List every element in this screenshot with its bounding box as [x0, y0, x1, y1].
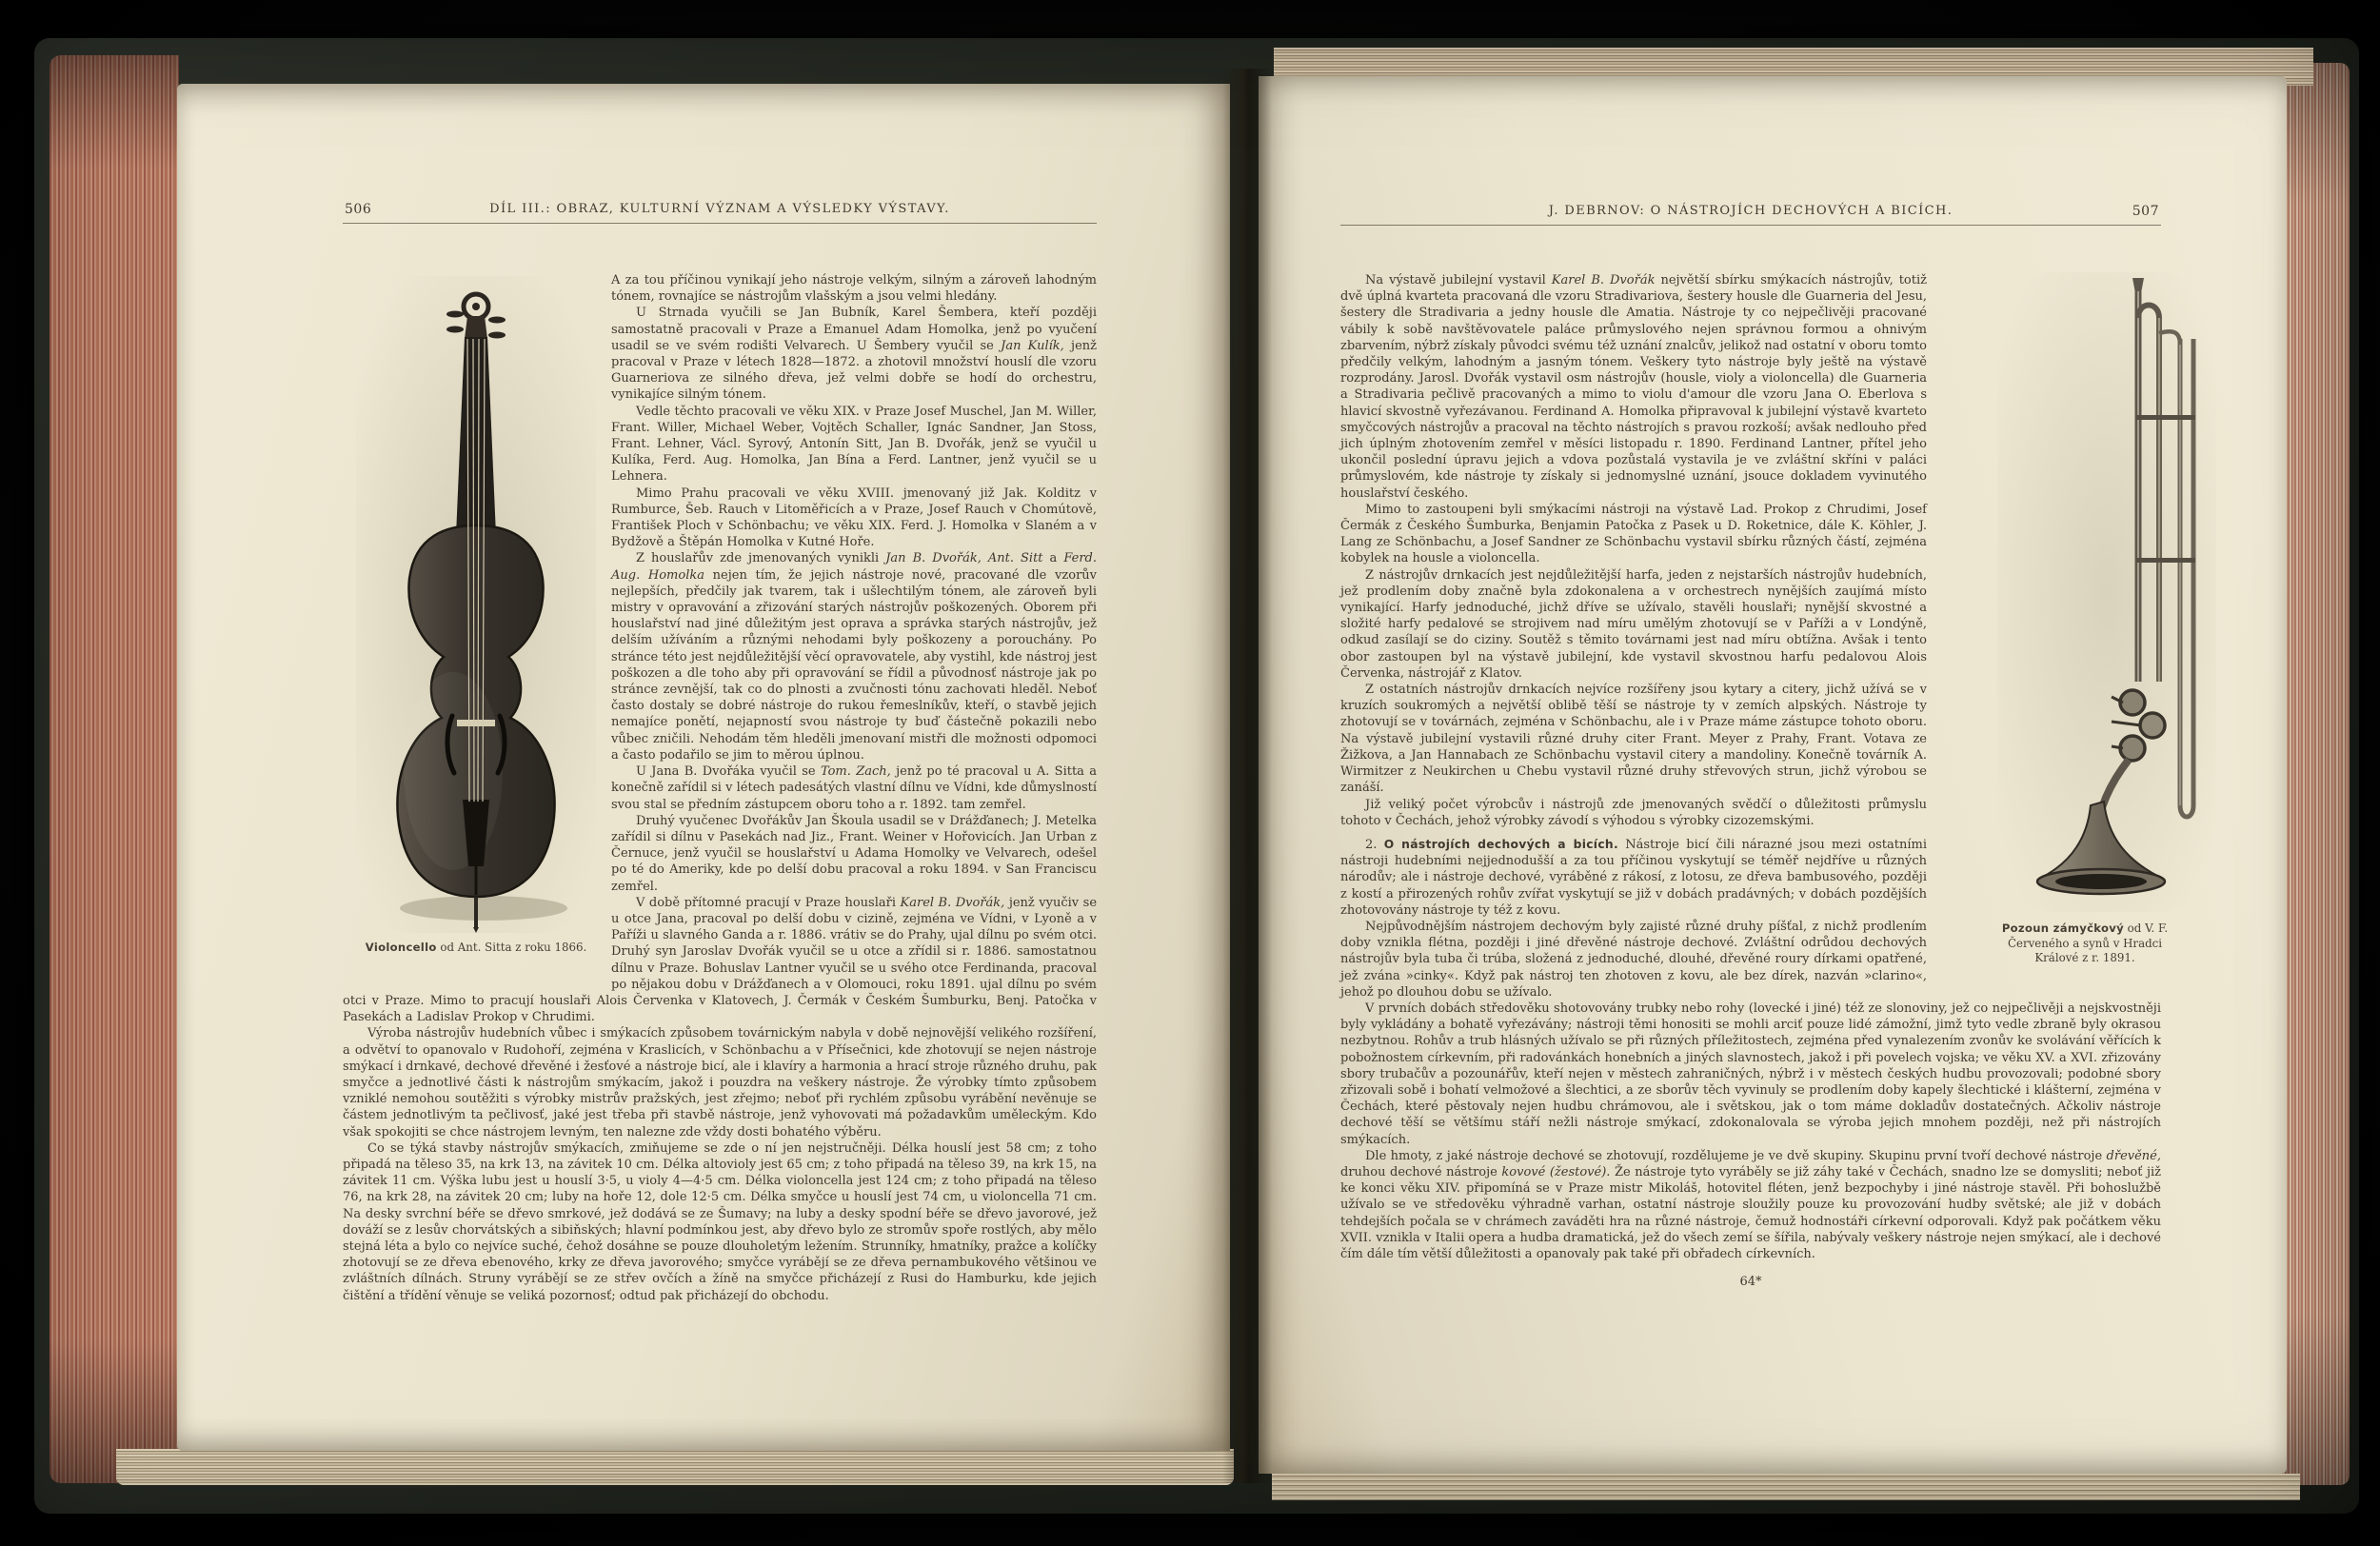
paragraph: Mimo to zastoupeni byli smýkacími nástroji na výstavě Lad. Prokop z Chrudimi, Josef Čermák z Českého Šumburka, Benjamin Patočka z Pasek u D. Roketnice, dále K. Köhler, J. Lang ze Schönbachu, a Josef Sandner ze Schönbachu vystavil sbírku různých částí, zejména kobylek na housle a violoncella. [1340, 502, 1927, 566]
paragraph: A za tou příčinou vynikají jeho nástroje velkým, silným a zároveň lahodným tónem, rovnajíce se nástrojům vlašským a jsou velmi hledány. [611, 273, 1097, 305]
paragraph: U Jana B. Dvořáka vyučil se Tom. Zach, jenž po té pracoval u A. Sitta a konečně zařídil si v létech padesátých vlastní dílnu ve Vídni, kde důmyslností svou stal se předním zástupcem oboru toho a r. 1892. tam zemřel. [611, 764, 1098, 812]
page-edges-bottom-right [1272, 1474, 2300, 1500]
left-page-number: 506 [345, 202, 372, 217]
violoncello-illustration [356, 276, 596, 933]
right-running-head [1340, 204, 2161, 226]
right-page-text [1340, 272, 2169, 1290]
right-page [1259, 76, 2287, 1474]
page-edges-right [2283, 63, 2350, 1485]
left-running-head [343, 202, 1097, 224]
right-page-number: 507 [2132, 204, 2159, 219]
trombone-caption [1942, 922, 2228, 966]
paragraph: Z houslařův zde jmenovaných vynikli Jan B. Dvořák, Ant. Sitt a Ferd. Aug. Homolka nejen tím, že jejich nástroje nové, pracované dle vzorův nejlepších, předčily jak tvarem, tak i ušlechtilým tónem, ale zároveň byli mistry v opravování a zřizování starých nástrojův poškozených. Oborem při houslařství nad jiné důležitým jest oprava a správka starých nástrojův, jež delším užíváním a různými nehodami byly poškozeny a porouchány. Po stránce této jest nejdůležitější věcí opravovatele, aby vystihl, kde nástroj jest poškozen a dle toho aby při opravování se řídil a původnosť nástroje jak po stránce zevnější, tak co do plnosti a zvučnosti tónu zachovati hleděl. Neboť často dostaly se dobré nástroje do rukou řemeslníkův, kteří, o stavbě jejich nemajíce ponětí, nejapností svou nástroje ty buď částečně pokazili nebo vůbec zničili. Nehodám těm hleděli jmenovaní mistři dle možnosti odpomoci a často podařilo se jim to měrou úplnou. [611, 551, 1098, 763]
page-edges-bottom-left [116, 1449, 1234, 1485]
paragraph: Již veliký počet výrobcův i nástrojů zde jmenovaných svědčí o důležitosti průmyslu tohoto v Čechách, jehož výrobky závodí s výhodou s výrobky cizozemskými. [1340, 797, 1927, 828]
page-edges-left [50, 55, 179, 1483]
paragraph: Na výstavě jubilejní vystavil Karel B. Dvořák největší sbírku smýkacích nástrojův, totiž dvě úplná kvarteta pracovaná dle vzoru Stradivariova, šestery housle dle Guarneria del Jesu, šestery dle Stradivaria a jedny housle dle Amatia. Nástroje ty co nejpečlivěji pracované vábily k sobě navštěvovatele paláce průmyslového nejen správnou formou a ohnivým zbarvením, nýbrž získaly původci svému též uznání znalcův, jelikož nad ostatní v oboru tomto předčily velkým, lahodným a jasným tónem. Veškery tyto nástroje byly ještě na výstavě rozprodány. Jarosl. Dvořák vystavil osm nástrojův (housle, violy a violoncella) dle Guarneria a Stradivaria pečlivě pracovaných a mimo to violu d'amour dle vzoru Jana O. Eberlova s hlavicí skvostně vyřezávanou. Ferdinand A. Homolka připravoval k jubilejní výstavě kvarteto smyčcových nástrojův a pracoval na těchto nástrojích s pravou rozkoší; avšak nedlouho před jich úplným zhotovením zemřel v měsíci listopadu r. 1890. Ferdinand Lantner, přítel jeho ukončil poslední úpravu jejich a vdova pozůstalá vystavila je ve zvláštní skříni v paláci průmyslovém, kde nástroje ty získaly si jednomyslné uznání, jsouce dokladem vyvinutého houslařství českého. [1340, 273, 1927, 501]
trombone-illustration [1997, 272, 2216, 912]
paragraph: Druhý vyučenec Dvořákův Jan Škoula usadil se v Drážďanech; J. Metelka zařídil si dílnu v Pasekách nad Jiz., Frant. Weiner v Hořovicích. Jan Urban z Černuce, jenž vyučil se houslařství u Adama Homolky ve Velvarech, odešel po té do Ameriky, kde po delší dobu pracoval a roku 1894. v San Franciscu zemřel. [611, 813, 1097, 894]
paragraph: Vedle těchto pracovali ve věku XIX. v Praze Josef Muschel, Jan M. Willer, Frant. Willer, Michael Weber, Vojtěch Schaller, Ignác Sandner, Jan Stoss, Frant. Lehner, Václ. Syrový, Antonín Sitt, Jan B. Dvořák, jenž se vyučil u Kulíka, Ferd. Aug. Homolka, Jan Bína a Ferd. Lantner, jenž vyučil se u Lehnera. [611, 404, 1097, 485]
left-running-title: DÍL III.: OBRAZ, KULTURNÍ VÝZNAM A VÝSLEDKY VÝSTAVY. [489, 202, 950, 216]
left-page-text [343, 272, 1097, 1304]
paragraph: 2. O nástrojích dechových a bicích. Nástroje bicí čili nárazné jsou mezi ostatními nástroji hudebními nejjednodušší a za tou příčinou vyskytují se téměř nejdříve u různých národův; ale i nástroje dechové, vyráběné z rákosí, z lotosu, ze dřeva bambusového, později z kostí a přirozených rohův zvířat vyskytují se již v dobách pradávných; v dobách pozdějších zhotovovány nástroje ty též z kovu. [1340, 837, 1927, 918]
paragraph: Dle hmoty, z jaké nástroje dechové se zhotovují, rozdělujeme je ve dvě skupiny. Skupinu první tvoří dechové nástroje dřevěné, druhou dechové nástroje kovové (žestové). Že nástroje tyto vyráběly se již záhy také v Čechách, snadno lze se domysliti; neboť již ke konci věku XIV. připomíná se v Praze mistr Mikoláš, hotovitel fléten, jenž bezpochyby i jiné nástroje stavěl. Při bohoslužbě užívalo se ve středověku výhradně varhan, ostatní nástroje sloužily pouze ku provozování hudby světské; ale již v dobách tehdejších počala se v chrámech zaváděti hra na různé nástroje, čemuž hodnostáři církevní odporovali. Když pak počátkem věku XVII. vznikla v Italii opera a hudba dramatická, jež do všech zemí se šířila, nabývaly veškery nástroje nejen smýkací, ale i dechové čím dále tím větší důležitosti a opanovaly pak také při obřadech církevních. [1340, 1148, 2162, 1261]
right-running-title: J. DEBRNOV: O NÁSTROJÍCH DECHOVÝCH A BICÍCH. [1548, 204, 1954, 218]
paragraph: V době přítomné pracují v Praze houslaři Karel B. Dvořák, jenž vyučiv se u otce Jana, pracoval po delší dobu v cizině, zejména ve Vídni, v Lyoně a v Paříži u slavného Ganda a r. 1886. vrátiv se do Prahy, ujal dílnu po svém otci. Druhý syn Jaroslav Dvořák vyučil se u otce a zřídil si r. 1886. samostatnou dílnu v Praze. Bohuslav Lantner vyučil se u svého otce Ferdinanda, pracoval po nějakou dobu v Drážďanech a v Olomouci, roku 1891. ujal dílnu po svém otci v Praze. Mimo to pracují houslaři Alois Červenka v Klatovech, J. Čermák v Českém Šumburku, Benj. Patočka v Pasekách a Ladislav Prokop v Chrudimi. [343, 895, 1098, 1025]
paragraph: Co se týká stavby nástrojův smýkacích, zmiňujeme se zde o ní jen nejstručněji. Délka houslí jest 58 cm; z toho připadá na těleso 35, na krk 13, na závitek 10 cm. Délka altovioly jest 65 cm; z toho připadá na těleso 39, na krk 15, na závitek 11 cm. Výška lubu jest u houslí 3·5, u violy 4—4·5 cm. Délka violoncella jest 124 cm; z toho připadá na těleso 76, na krk 28, na závitek 20 cm; luby na hoře 12, dole 12·5 cm. Délka smyčce u houslí jest 74 cm, u violoncella 71 cm. Na desky svrchní béře se dřevo smrkové, jež dodává se ze Šumavy; na luby a desky spodní béře se dřevo javorové, jež dováží se z lesův chorvátských a sibiňských; hlavní podmínkou jest, aby dřevo bylo ze stromův spoře rostlých, aby mělo stejná léta a bylo co nejvíce suché, čehož dosáhne se pouze dlouholetým ležením. Strunníky, hmatníky, pražce a kolíčky zhotovují se ze dřeva ebenového, krky ze dřeva javorového; smyčce vyrábějí se ze dřeva pernambukového většinou ve zvláštních dílnách. Struny vyrábějí se ze střev ovčích a žíně na smyčce přicházejí z Rusi do Hamburku, kde jejich čištění a třídění věnuje se veliká pozornosť; odtud pak přicházejí do obchodu. [343, 1140, 1097, 1303]
caption-line: Králové z r. 1891. [2034, 951, 2135, 964]
paragraph: Výroba nástrojův hudebních vůbec i smýkacích způsobem továrnickým nabyla v době nejnovější velikého rozšíření, a odvětví to opanovalo v Rudohoří, zejména v Kraslicích, v Schönbachu a v Přísečnici, kde zhotovují se nejen nástroje smýkací i drnkavé, dechové dřevěné i žesťové a nástroje bicí, ale i klavíry a harmonia a hrací stroje různého druhu, pak smyčce a jednotlivé části k nástrojům smýkacím, jakož i pouzdra na veškery nástroje. Že výrobky tímto způsobem vzniklé nemohou soutěžiti s výrobky mistrův pražských, jest zřejmo; neboť při rychlém způsobu vyrábění nevěnuje se částem jednotlivým ta pečlivosť, jaké jest třeba při stavbě nástroje, jenž vyhovovati má požadavkům uměleckým. Kdo však spokojiti se chce nástrojem levným, ten nalezne zde vždy dosti bohatého výběru. [343, 1026, 1097, 1140]
trombone-figure [1933, 272, 2169, 996]
paragraph: Z nástrojův drnkacích jest nejdůležitější harfa, jeden z nejstarších nástrojův hudebních, jež prodlením doby značně byla zdokonalena a v orchestrech nynějších zaujímá místo vynikající. Harfy jednoduché, jichž dříve se užívalo, stavěli houslaři; nynější skvostné a složité harfy pedalové se strojivem nad míru umělým zhotovují se v Paříži a v Londýně, odkud zasílají se do ciziny. Soutěž s těmito továrnami jest nad míru obtížna. Avšak i tento obor zastoupen byl na výstavě jubilejní, kde vystavil skvostnou harfu pedalovou Alois Červenka, nástrojář z Klatov. [1340, 567, 1927, 681]
violoncello-figure [343, 272, 609, 984]
paragraph: U Strnada vyučili se Jan Bubník, Karel Šembera, kteří později samostatně pracovali v Praze a Emanuel Adam Homolka, jenž po vyučení usadil se ve svém rodišti Velvarech. U Šembery vyučil se Jan Kulík, jenž pracoval v Praze v létech 1828—1872. a zhotovil množství houslí dle vzoru Guarneriova ze silného dřeva, jež velmi dobře se hodí do orchestru, vynikajíce silným tónem. [611, 306, 1097, 403]
paragraph: Nejpůvodnějším nástrojem dechovým byly zajisté různé druhy píšťal, z nichž prodlením doby vznikla flétna, později i jiné dřevěné nástroje dechové. Zvláštní odrůdou dechových nástrojův byla tuba či trúba, složená z jednoduché, dlouhé, dřevěné roury dírkami opatřené, jež zvána »cinky«. Když pak nástroj ten zhotoven z kovu, ale bez dírek, nazván »clarino«, jehož po dlouhou dobu se užívalo. [1340, 919, 1927, 1000]
left-page [177, 84, 1230, 1451]
caption-line: Pozoun zámyčkový od V. F. [2001, 922, 2169, 935]
signature-mark: 64* [1739, 1275, 1762, 1290]
paragraph: Z ostatních nástrojův drnkacích nejvíce rozšířeny jsou kytary a citery, jichž užívá se v kruzích soukromých a největší oblibě těší se nástroje ty v zemích alpských. Nástroje ty zhotovují se v továrnách, zejména v Schönbachu, ale i v Praze máme zástupce tohoto oboru. Na výstavě jubilejní vystavili různé druhy citer Frant. Meyer z Prahy, Frant. Votava ze Žižkova, a Jan Hannabach ze Schönbachu vystavil citery a mandoliny. Konečně továrník A. Wirmitzer z Neukirchen u Chebu vystavil různé druhy střevových strun, jichž výrobou se zanáší. [1340, 683, 1927, 796]
caption-line: Červeného a synů v Hradci [2007, 936, 2163, 950]
paragraph: Mimo Prahu pracovali ve věku XVIII. jmenovaný již Jak. Kolditz v Rumburce, Šeb. Rauch v Litoměřicích a v Praze, Josef Rauch v Chomútově, František Ploch v Schönbachu; ve věku XIX. Ferd. J. Homolka v Slaném a v Bydžově a Štěpán Homolka v Kutné Hoře. [611, 486, 1097, 550]
violoncello-caption: Violoncello od Ant. Sitta z roku 1866. [365, 941, 587, 954]
paragraph: V prvních dobách středověku shotovovány trubky nebo rohy (lovecké i jiné) též ze slonoviny, jež co nejpečlivěji a nejskvostněji byly vykládány a bohatě vyřezávány; nástroji těmi honositi se mohli arciť pouze lidé zámožní, jimž tyto vedle zbraně byly okrasou nezbytnou. Rohův a trub hlásných užívalo se při různých příležitostech, zejména před vynalezením zvonův ke svolávání věřících k pobožnostem církevním, při radovánkách honebních a jiných slavnostech, jakož i při povelech vojska; ve věku XV. a XVI. zřizovány sbory trubačův a pozounářův, kteří nejen v městech zahraničných, nýbrž i v městech českých hudbu provozovali; podobné sbory zřizovali sobě i bohatí velmožové a šlechtici, a ze sborův těch vyvinuly se prodlením doby kapely šlechtické i klášterní, zejména v Čechách, které pěstovaly nejen hudbu chrámovou, ale i světskou, jak o tom máme dokladův dostatečných. Ačkoliv nástroje dechové těší se většímu stáří nežli nástroje smýkací, zdokonalovala se výroba jejich mnohem později, než při nástrojích smýkacích. [1340, 1001, 2161, 1147]
